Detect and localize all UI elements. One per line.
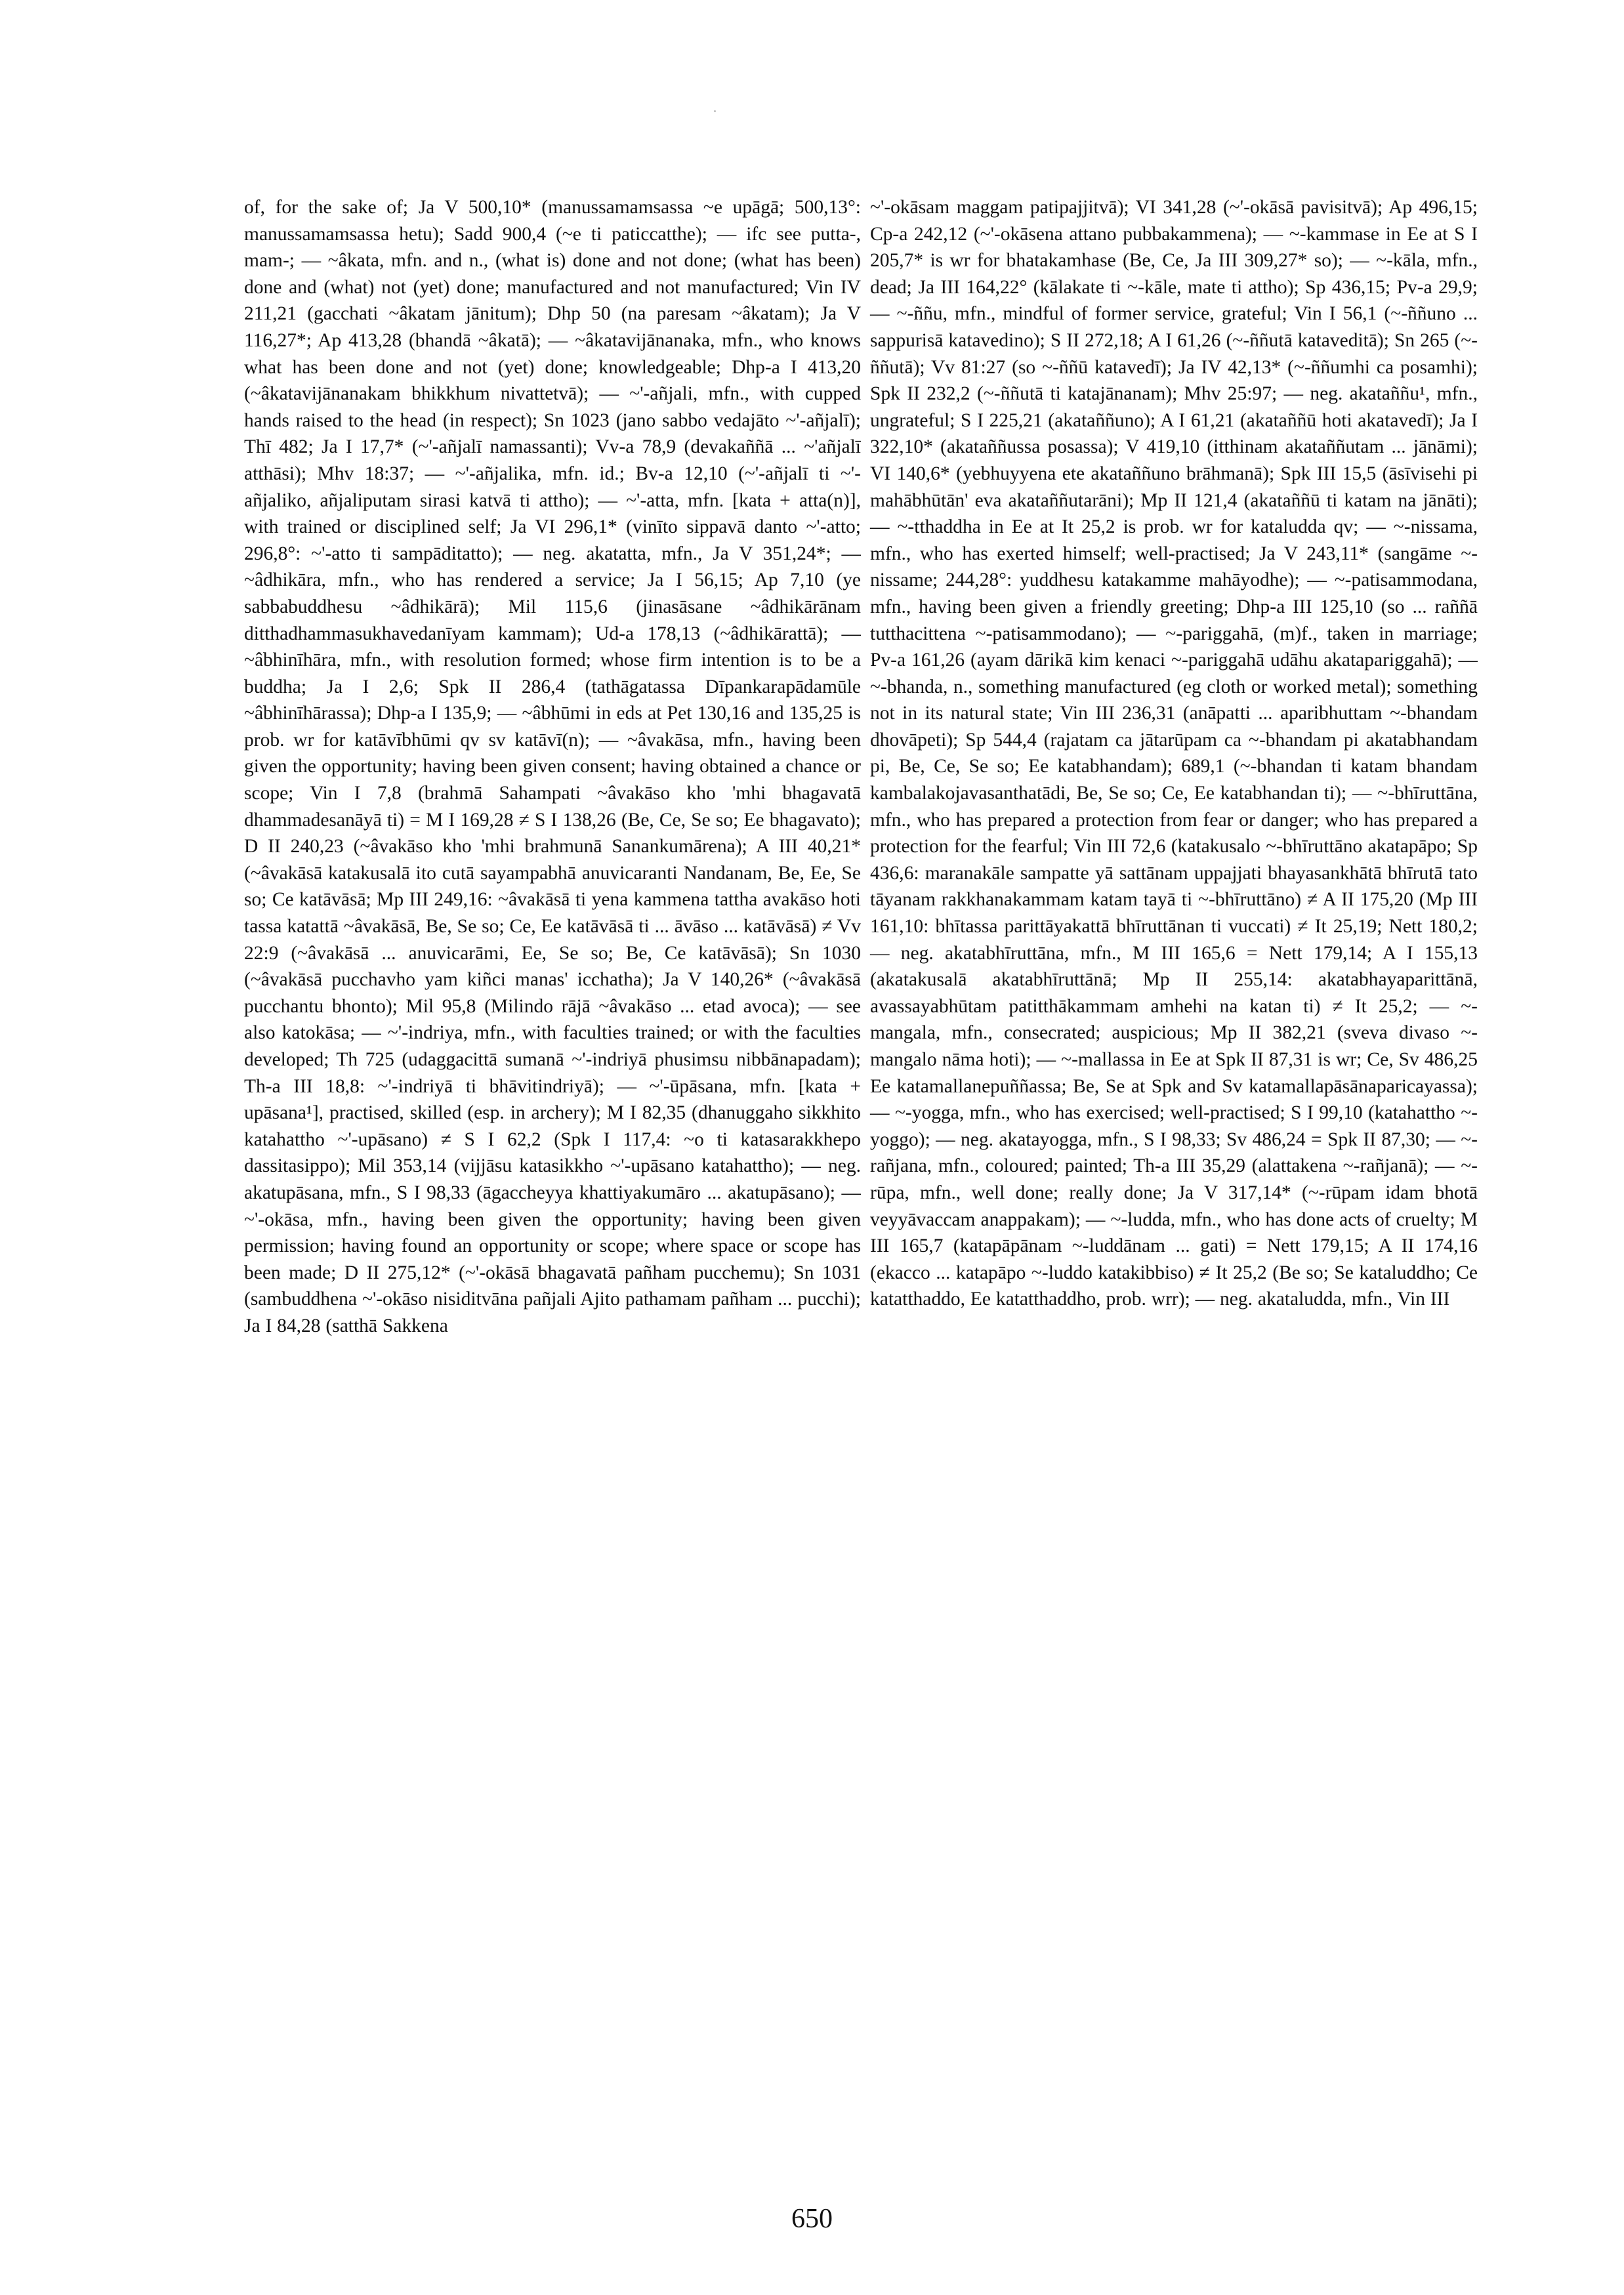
page-number: 650 <box>791 2204 833 2234</box>
left-column-text: of, for the sake of; Ja V 500,10* (manussamamsassa ~e upāgā; 500,13°: manussamamsassa hetu); Sadd 900,4 (~e ti paticcatthe); — ifc see putta-, mam-; — ~âkata, mfn. and n., (what is) done and not done; (what has been) done and (what) not (yet) done; manufactured and not manufactured; Vin IV 211,21 (gacchati ~âkatam jānitum); Dhp 50 (na paresam ~âkatam); Ja V 116,27*; Ap 413,28 (bhandā ~âkatā); — ~âkatavijānanaka, mfn., who knows what has been done and not (yet) done; knowledgeable; Dhp-a I 413,20 (~âkatavijānanakam bhikkhum nivattetvā); — ~'-añjali, mfn., with cupped hands raised to the head (in respect); Sn 1023 (jano sabbo vedajāto ~'-añjalī); Thī 482; Ja I 17,7* (~'-añjalī namassanti); Vv-a 78,9 (devakaññā ... ~'añjalī atthāsi); Mhv 18:37; — ~'-añjalika, mfn. id.; Bv-a 12,10 (~'-añjalī ti ~'-añjaliko, añjaliputam sirasi katvā ti attho); — ~'-atta, mfn. [kata + atta(n)], with trained or disciplined self; Ja VI 296,1* (vinīto sippavā danto ~'-atto; 296,8°: ~'-atto ti sampāditatto); — neg. akatatta, mfn., Ja V 351,24*; — ~âdhikāra, mfn., who has rendered a service; Ja I 56,15; Ap 7,10 (ye sabbabuddhesu ~âdhikārā); Mil 115,6 (jinasāsane ~âdhikārānam ditthadhammasukhavedanīyam kammam); Ud-a 178,13 (~âdhikārattā); — ~âbhinīhāra, mfn., with resolution formed; whose firm intention is to be a buddha; Ja I 2,6; Spk II 286,4 (tathāgatassa Dīpankarapādamūle ~âbhinīhārassa); Dhp-a I 135,9; — ~âbhūmi in eds at Pet 130,16 and 135,25 is prob. wr for katāvībhūmi qv sv katāvī(n); — ~âvakāsa, mfn., having been given the opportunity; having been given consent; having obtained a chance or scope; Vin I 7,8 (brahmā Sahampati ~âvakāso kho 'mhi bhagavatā dhammadesanāyā ti) = M I 169,28 ≠ S I 138,26 (Be, Ce, Se so; Ee bhagavato); D II 240,23 (~âvakāso kho 'mhi brahmunā Sanankumārena); A III 40,21* (~âvakāsā katakusalā ito cutā sayampabhā anuvicaranti Nandanam, Be, Ee, Se so; Ce katāvāsā; Mp III 249,16: ~âvakāsā ti yena kammena tattha avakāso hoti tassa katattā ~âvakāsā, Be, Se so; Ce, Ee katāvāsā ti ... āvāso ... katāvāsā) ≠ Vv 22:9 (~âvakāsā ... anuvicarāmi, Ee, Se so; Be, Ce katāvāsā); Sn 1030 (~âvakāsā pucchavho yam kiñci manas' icchatha); Ja V 140,26* (~âvakāsā pucchantu bhonto); Mil 95,8 (Milindo rājā ~âvakāso ... etad avoca); — see also katokāsa; — ~'-indriya, mfn., with faculties trained; or with the faculties developed; Th 725 (udaggacittā sumanā ~'-indriyā phusimsu nibbānapadam); Th-a III 18,8: ~'-indriyā ti bhāvitindriyā); — ~'-ūpāsana, mfn. [kata + upāsana¹], practised, skilled (esp. in archery); M I 82,35 (dhanuggaho sikkhito katahattho ~'-upāsano) ≠ S I 62,2 (Spk I 117,4: ~o ti katasarakkhepo dassitasippo); Mil 353,14 (vijjāsu katasikkho ~'-upāsano katahattho); — neg. akatupāsana, mfn., S I 98,33 (āgaccheyya khattiyakumāro ... akatupāsano); — ~'-okāsa, mfn., having been given the opportunity; having been given permission; having found an opportunity or scope; where space or scope has been made; D II 275,12* (~'-okāsā bhagavatā pañham pucchemu); Sn 1031 (sambuddhena ~'-okāso nisiditvāna pañjali Ajito pathamam pañham ... pucchi); Ja I 84,28 (satthā Sakkena <box>244 197 861 1336</box>
scan-speck <box>714 110 716 112</box>
left-column <box>244 194 861 2149</box>
right-column-text: ~'-okāsam maggam patipajjitvā); VI 341,28 (~'-okāsā pavisitvā); Ap 496,15; Cp-a 242,12 (~'-okāsena attano pubbakammena); — ~-kammase in Ee at S I 205,7* is wr for bhatakamhase (Be, Ce, Ja III 309,27* so); — ~-kāla, mfn., dead; Ja III 164,22° (kālakate ti ~-kāle, mate ti attho); Sp 436,15; Pv-a 29,9; — ~-ññu, mfn., mindful of former service, grateful; Vin I 56,1 (~-ññuno ... sappurisā katavedino); S II 272,18; A I 61,26 (~-ññutā kataveditā); Sn 265 (~-ññutā); Vv 81:27 (so ~-ññū katavedī); Ja IV 42,13* (~-ññumhi ca posamhi); Spk II 232,2 (~-ññutā ti katajānanam); Mhv 25:97; — neg. akataññu¹, mfn., ungrateful; S I 225,21 (akataññuno); A I 61,21 (akataññū hoti akatavedī); Ja I 322,10* (akataññussa posassa); V 419,10 (itthinam akataññutam ... jānāmi); VI 140,6* (yebhuyyena ete akataññuno brāhmanā); Spk III 15,5 (āsīvisehi pi mahābhūtān' eva akataññutarāni); Mp II 121,4 (akataññū ti katam na jānāti); — ~-tthaddha in Ee at It 25,2 is prob. wr for kataludda qv; — ~-nissama, mfn., who has exerted himself; well-practised; Ja V 243,11* (sangāme ~-nissame; 244,28°: yuddhesu katakamme mahāyodhe); — ~-patisammodana, mfn., having been given a friendly greeting; Dhp-a III 125,10 (so ... raññā tutthacittena ~-patisammodano); — ~-pariggahā, (m)f., taken in marriage; Pv-a 161,26 (ayam dārikā kim kenaci ~-pariggahā udāhu akatapariggahā); — ~-bhanda, n., something manufactured (eg cloth or worked metal); something not in its natural state; Vin III 236,31 (anāpatti ... aparibhuttam ~-bhandam dhovāpeti); Sp 544,4 (rajatam ca jātarūpam ca ~-bhandam pi akatabhandam pi, Be, Ce, Se so; Ee katabhandam); 689,1 (~-bhandan ti katam bhandam kambalakojavasanthatādi, Be, Se so; Ce, Ee katabhandan ti); — ~-bhīruttāna, mfn., who has prepared a protection from fear or danger; who has prepared a protection for the fearful; Vin III 72,6 (katakusalo ~-bhīruttāno akatapāpo; Sp 436,6: maranakāle sampatte yā sattānam uppajjati bhayasankhātā bhīrutā tato tāyanam rakkhanakammam katam tayā ti ~-bhīruttāno) ≠ A II 175,20 (Mp III 161,10: bhītassa parittāyakattā bhīruttānan ti vuccati) ≠ It 25,19; Nett 180,2; — neg. akatabhīruttāna, mfn., M III 165,6 = Nett 179,14; A I 155,13 (akatakusalā akatabhīruttānā; Mp II 255,14: akatabhayaparittānā, avassayabhūtam patitthākammam amhehi na katan ti) ≠ It 25,2; — ~-mangala, mfn., consecrated; auspicious; Mp II 382,21 (sveva divaso ~-mangalo nāma hoti); — ~-mallassa in Ee at Spk II 87,31 is wr; Ce, Sv 486,25 Ee katamallanepuññassa; Be, Se at Spk and Sv katamallapāsānaparicayassa); — ~-yogga, mfn., who has exercised; well-practised; S I 99,10 (katahattho ~-yoggo); — neg. akatayogga, mfn., S I 98,33; Sv 486,24 = Spk II 87,30; — ~-rañjana, mfn., coloured; painted; Th-a III 35,29 (alattakena ~-rañjanā); — ~-rūpa, mfn., well done; really done; Ja V 317,14* (~-rūpam idam bhotā veyyāvaccam anappakam); — ~-ludda, mfn., who has done acts of cruelty; M III 165,7 (katapāpānam ~-luddānam ... gati) = Nett 179,15; A II 174,16 (ekacco ... katapāpo ~-luddo katakibbiso) ≠ It 25,2 (Be so; Se kataluddho; Ce katatthaddo, Ee katatthaddho, prob. wrr); — neg. akataludda, mfn., Vin III <box>870 197 1478 1310</box>
right-column <box>861 194 1478 2149</box>
